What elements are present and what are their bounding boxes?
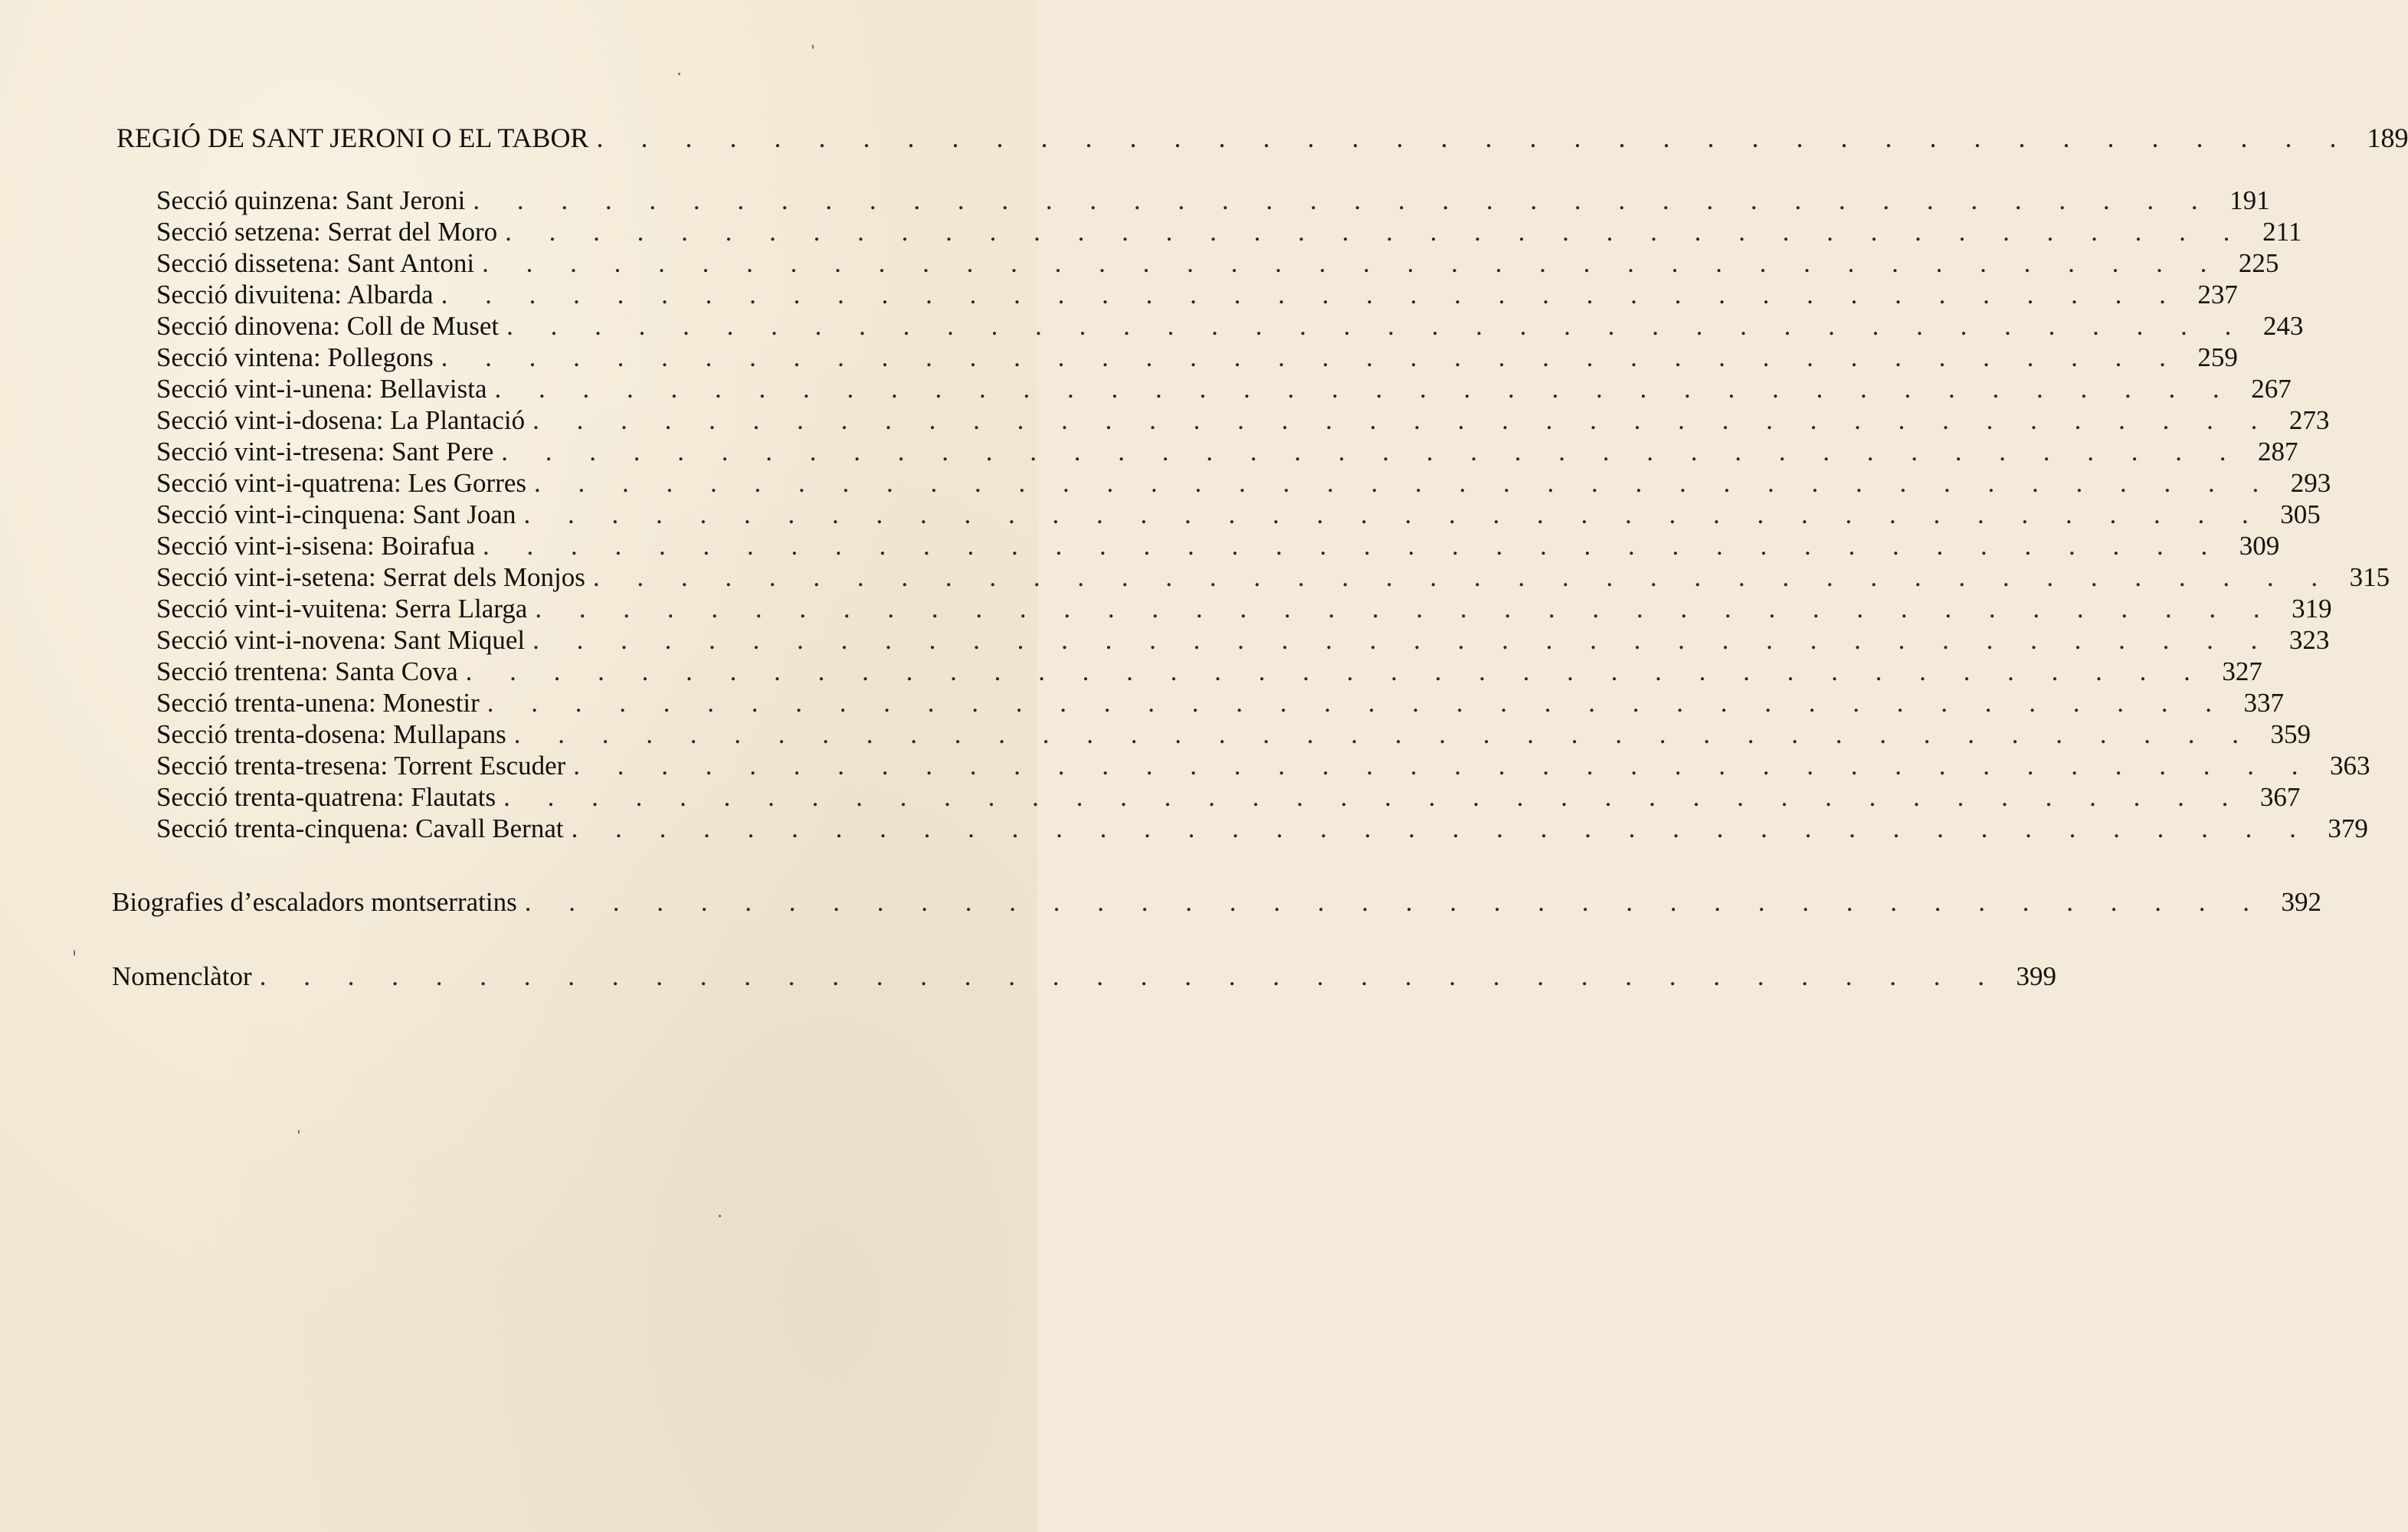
- toc-section-label: Secció trenta-dosena: Mullapans: [156, 719, 506, 749]
- toc-section-page-number: 323: [2288, 625, 2330, 655]
- toc-section-page-number: 337: [2243, 688, 2285, 718]
- toc-section-page-number: 379: [2328, 813, 2368, 843]
- paper-speck: [719, 1215, 721, 1217]
- toc-section-page-number: 211: [2262, 217, 2302, 247]
- toc-section-label: Secció trenta-tresena: Torrent Escuder: [156, 751, 566, 781]
- dot-leader: . . . . . . . . . . . . . . . . . . . . . . . . . . . . . . . . . . . . . . . .: [506, 311, 2247, 341]
- toc-section-entry: [156, 311, 2304, 342]
- toc-section-label: Secció dissetena: Sant Antoni: [156, 248, 475, 278]
- toc-section-label: Secció vint-i-novena: Sant Miquel: [156, 625, 526, 655]
- dot-leader: . . . . . . . . . . . . . . . . . . . . . . . . . . . . . . . . . . . . . . . .: [487, 688, 2228, 718]
- dot-leader: . . . . . . . . . . . . . . . . . . . . . . . . . . . . . . . . . . . . . . . .: [523, 499, 2264, 529]
- paper-speck: [74, 950, 75, 956]
- toc-section-entry: [156, 688, 2285, 719]
- toc-entry-nomenclator: [112, 961, 2056, 992]
- dot-leader: . . . . . . . . . . . . . . . . . . . . . . . . . . . . . . . . . . . . . . . .: [592, 562, 2334, 592]
- toc-section-entry: [156, 656, 2262, 687]
- toc-section-label: Secció vint-i-quatrena: Les Gorres: [156, 468, 527, 498]
- toc-section-page-number: 327: [2222, 656, 2262, 686]
- paper-speck: [812, 44, 814, 49]
- toc-section-entry: [156, 531, 2280, 561]
- dot-leader: . . . . . . . . . . . . . . . . . . . . . . . . . . . . . . . . . . . . . . . .: [473, 185, 2213, 215]
- toc-section-entry: [156, 813, 2368, 844]
- dot-leader: . . . . . . . . . . . . . . . . . . . . . . . . . . . . . . . . . . . . . . . .: [535, 594, 2275, 624]
- toc-section-page-number: 287: [2258, 437, 2298, 466]
- dot-leader: . . . . . . . . . . . . . . . . . . . . . . . . . . . . . . . . . . . . . . . .: [441, 280, 2181, 309]
- toc-section-page-number: 367: [2259, 782, 2301, 812]
- dot-leader: . . . . . . . . . . . . . . . . . . . . . . . . . . . . . . . . . . . . . . . .: [534, 468, 2275, 498]
- toc-section-entry: [156, 562, 2390, 593]
- toc-section-entry: [156, 248, 2279, 279]
- toc-section-label: Secció setzena: Serrat del Moro: [156, 217, 498, 247]
- toc-section-entry: [156, 342, 2238, 373]
- paper-speck: [298, 1130, 300, 1134]
- toc-section-entry: [156, 782, 2301, 813]
- toc-section-page-number: 267: [2251, 374, 2292, 404]
- dot-leader: . . . . . . . . . . . . . . . . . . . . . . . . . . . . . . . . . . . . . . . .: [465, 656, 2206, 686]
- paper-speck: [678, 73, 680, 75]
- toc-section-label: Secció vint-i-vuitena: Serra Llarga: [156, 594, 528, 624]
- toc-section-label: Secció vint-i-cinquena: Sant Joan: [156, 499, 516, 529]
- toc-section-entry: [156, 437, 2298, 467]
- dot-leader: . . . . . . . . . . . . . . . . . . . . . . . . . . . . . . . . . . . . . . . .: [505, 217, 2246, 247]
- toc-section-entry: [156, 719, 2311, 750]
- toc-section-entry: [156, 185, 2270, 216]
- toc-section-page-number: 359: [2270, 719, 2311, 749]
- toc-section-page-number: 243: [2262, 311, 2304, 341]
- toc-section-page-number: 293: [2290, 468, 2331, 498]
- dot-leader: . . . . . . . . . . . . . . . . . . . . . . . . . . . . . . . . . . . . . . . .: [441, 342, 2181, 372]
- toc-heading-label: REGIÓ DE SANT JERONI O EL TABOR: [116, 123, 589, 153]
- toc-section-entry: [156, 625, 2330, 656]
- toc-section-entry: [156, 280, 2238, 310]
- toc-section-entry: [156, 468, 2331, 499]
- toc-section-entry: [156, 374, 2292, 404]
- dot-leader: . . . . . . . . . . . . . . . . . . . . . . . . . . . . . . . . . . . . . . . .: [482, 248, 2223, 278]
- toc-section-page-number: 225: [2238, 248, 2279, 278]
- toc-section-page-number: 237: [2197, 280, 2238, 309]
- toc-section-entry: [156, 751, 2370, 781]
- toc-heading-page-number: 189: [2367, 123, 2408, 153]
- toc-section-entry: [156, 217, 2302, 247]
- toc-section-label: Secció vint-i-tresena: Sant Pere: [156, 437, 494, 466]
- toc-section-label: Secció vintena: Pollegons: [156, 342, 434, 372]
- toc-section-label: Secció trenta-unena: Monestir: [156, 688, 480, 718]
- toc-section-page-number: 191: [2229, 185, 2270, 215]
- dot-leader: . . . . . . . . . . . . . . . . . . . . . . . . . . . . . . . . . . . . . . . .: [596, 123, 2352, 153]
- dot-leader: . . . . . . . . . . . . . . . . . . . . . . . . . . . . . . . . . . . . . . . .: [503, 782, 2244, 812]
- toc-section-page-number: 315: [2349, 562, 2390, 592]
- toc-section-label: Secció quinzena: Sant Jeroni: [156, 185, 466, 215]
- toc-section-entry: [156, 499, 2321, 530]
- dot-leader: . . . . . . . . . . . . . . . . . . . . . . . . . . . . . . . . . . . . . . . .: [524, 887, 2265, 917]
- toc-entry-label: Biografies d’escaladors montserratins: [112, 887, 517, 917]
- toc-section-label: Secció trenta-quatrena: Flautats: [156, 782, 496, 812]
- toc-section-page-number: 305: [2280, 499, 2321, 529]
- dot-leader: . . . . . . . . . . . . . . . . . . . . . . . . . . . . . . . . . . . . . . . .: [532, 625, 2273, 655]
- toc-section-page-number: 319: [2292, 594, 2332, 624]
- dot-leader: . . . . . . . . . . . . . . . . . . . . . . . . . . . . . . . . . . . . . . . .: [513, 719, 2255, 749]
- toc-section-label: Secció trentena: Santa Cova: [156, 656, 458, 686]
- toc-section-page-number: 273: [2288, 405, 2330, 435]
- toc-section-entry: [156, 405, 2330, 436]
- toc-entry-biografies: [112, 887, 2321, 918]
- toc-section-label: Secció vint-i-sisena: Boirafua: [156, 531, 475, 561]
- toc-entry-label: Nomenclàtor: [112, 961, 252, 991]
- dot-leader: . . . . . . . . . . . . . . . . . . . . . . . . . . . . . . . . . . . . . . . .: [494, 374, 2235, 404]
- toc-section-page-number: 259: [2197, 342, 2238, 372]
- dot-leader: . . . . . . . . . . . . . . . . . . . . . . . . . . . . . . . . . . . . . . . .: [571, 813, 2311, 843]
- dot-leader: . . . . . . . . . . . . . . . . . . . . . . . . . . . . . . . . . . . . . . . .: [259, 961, 2000, 991]
- toc-section-page-number: 363: [2330, 751, 2370, 781]
- toc-section-label: Secció divuitena: Albarda: [156, 280, 434, 309]
- toc-section-page-number: 309: [2239, 531, 2280, 561]
- toc-section-entry: [156, 594, 2332, 624]
- toc-section-label: Secció vint-i-unena: Bellavista: [156, 374, 487, 404]
- dot-leader: . . . . . . . . . . . . . . . . . . . . . . . . . . . . . . . . . . . . . . . .: [532, 405, 2273, 435]
- toc-section-label: Secció vint-i-setena: Serrat dels Monjos: [156, 562, 585, 592]
- toc-entry-page-number: 392: [2281, 887, 2321, 917]
- toc-section-label: Secció trenta-cinquena: Cavall Bernat: [156, 813, 564, 843]
- dot-leader: . . . . . . . . . . . . . . . . . . . . . . . . . . . . . . . . . . . . . . . .: [482, 531, 2223, 561]
- toc-section-label: Secció dinovena: Coll de Muset: [156, 311, 500, 341]
- toc-heading-regio-sant-jeroni: [116, 123, 2408, 153]
- toc-entry-page-number: 399: [2016, 961, 2056, 991]
- dot-leader: . . . . . . . . . . . . . . . . . . . . . . . . . . . . . . . . . . . . . . . .: [501, 437, 2242, 466]
- toc-section-label: Secció vint-i-dosena: La Plantació: [156, 405, 526, 435]
- dot-leader: . . . . . . . . . . . . . . . . . . . . . . . . . . . . . . . . . . . . . . . .: [573, 751, 2314, 781]
